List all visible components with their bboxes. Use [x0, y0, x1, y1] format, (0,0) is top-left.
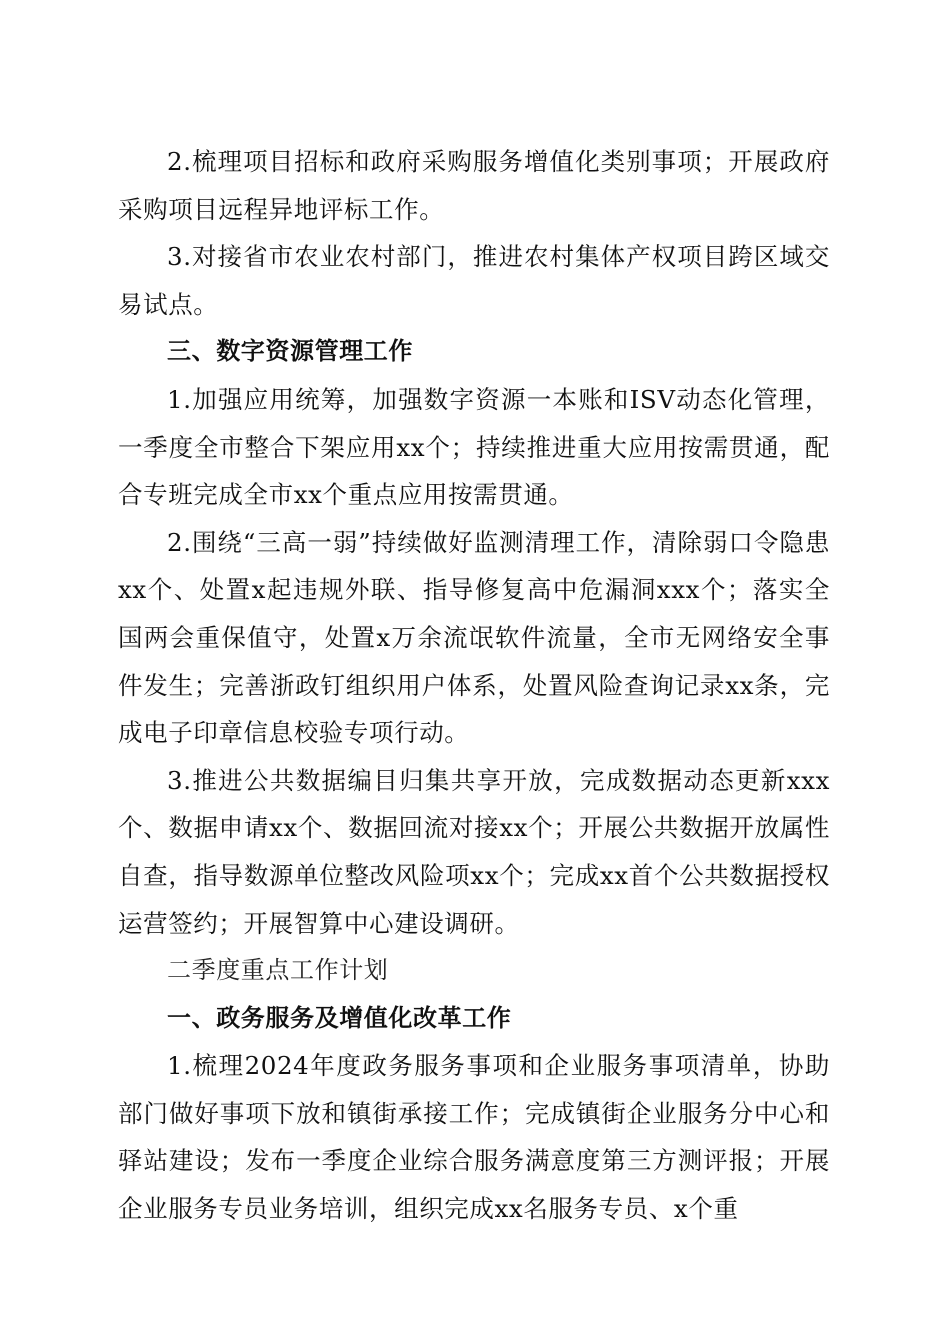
list-item-procurement: 2.梳理项目招标和政府采购服务增值化类别事项；开展政府采购项目远程异地评标工作。: [118, 147, 830, 224]
list-item-public-data: 3.推进公共数据编目归集共享开放，完成数据动态更新xxx个、数据申请xx个、数据回流对接xx个；开展公共数据开放属性自查，指导数源单位整改风险项xx个；完成xx首个公共数据授权运营签约；开展智算中心建设调研。: [118, 765, 830, 938]
section-heading-digital-resources: 三、数字资源管理工作: [167, 337, 413, 366]
section-heading-government-services: 一、政务服务及增值化改革工作: [167, 1003, 512, 1032]
list-item-service-list: 1.梳理2024年度政务服务事项和企业服务事项清单，协助部门做好事项下放和镇街承接工作；完成镇街企业服务分中心和驿站建设；发布一季度企业综合服务满意度第三方测评报；开展企业服务专员业务培训，组织完成xx名服务专员、x个重: [118, 1051, 830, 1224]
list-item-rural-trading: 3.对接省市农业农村部门，推进农村集体产权项目跨区域交易试点。: [118, 242, 830, 319]
list-item-app-management: 1.加强应用统筹，加强数字资源一本账和ISV动态化管理，一季度全市整合下架应用xx个；持续推进重大应用按需贯通，配合专班完成全市xx个重点应用按需贯通。: [118, 384, 830, 510]
section-title-q2-plan: 二季度重点工作计划: [167, 956, 389, 985]
document-body: [118, 138, 830, 1233]
list-item-security-monitoring: 2.围绕“三高一弱”持续做好监测清理工作，清除弱口令隐患xx个、处置x起违规外联、指导修复高中危漏洞xxx个；落实全国两会重保值守，处置x万余流氓软件流量，全市无网络安全事件发生；完善浙政钉组织用户体系，处置风险查询记录xx条，完成电子印章信息校验专项行动。: [118, 527, 830, 748]
